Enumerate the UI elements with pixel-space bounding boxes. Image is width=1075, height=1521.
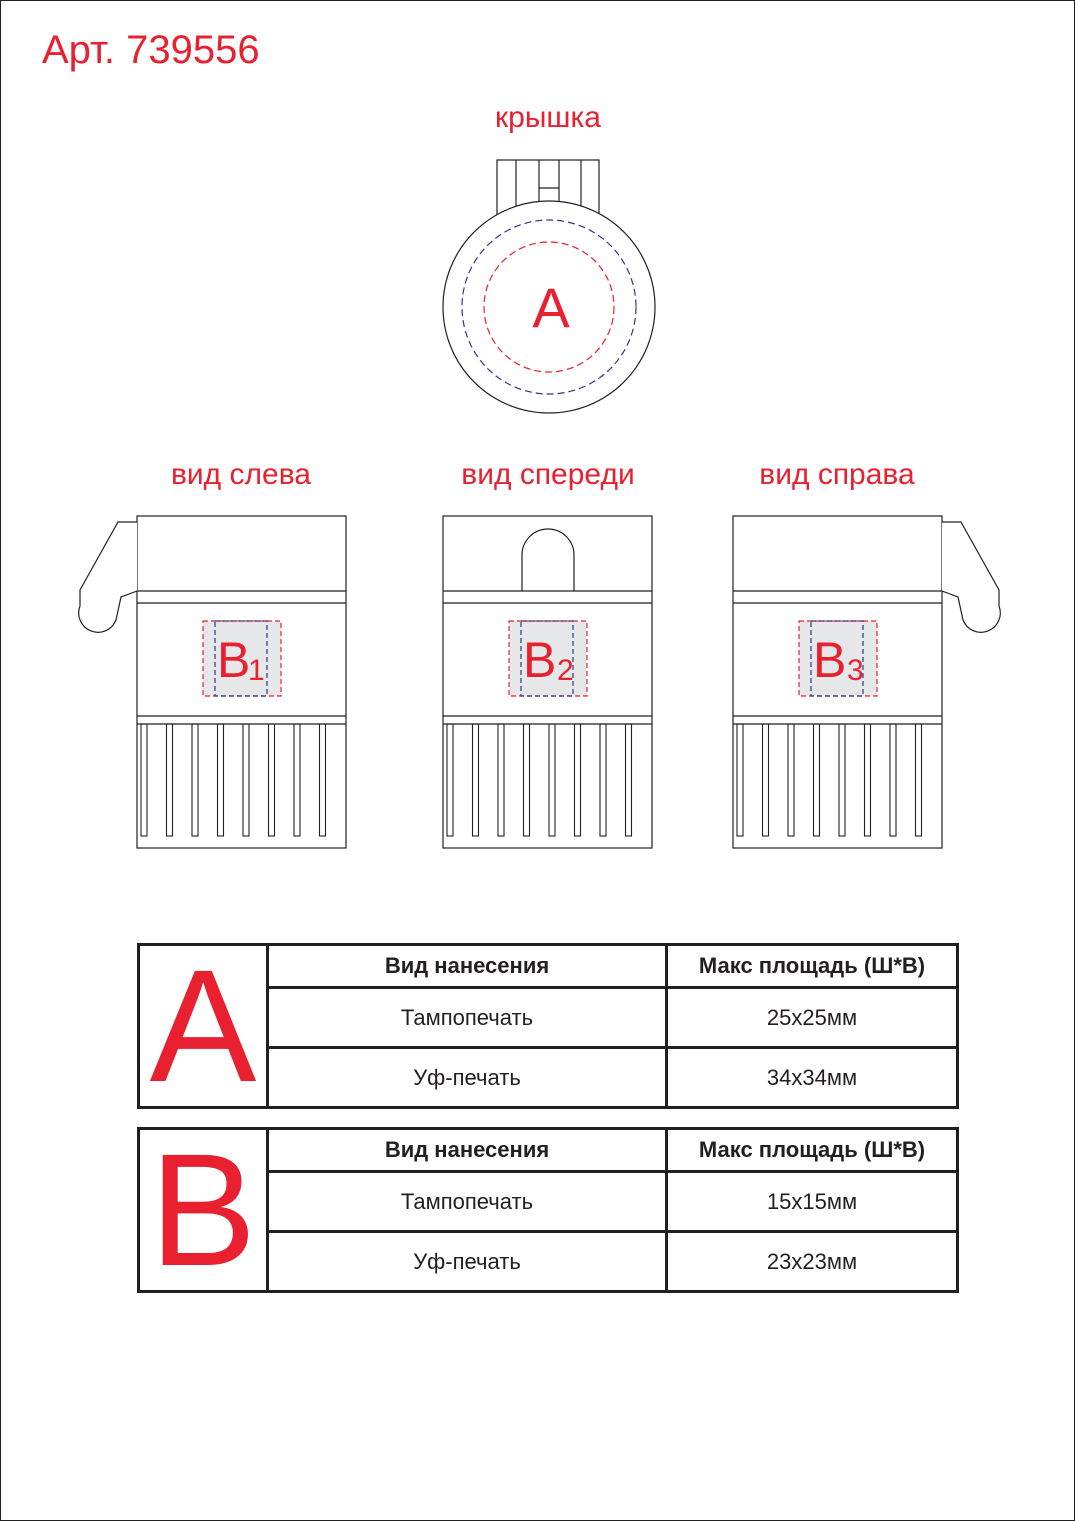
zone-b1-letter: B: [217, 632, 251, 688]
table-a-method-1: Тампопечать: [268, 988, 667, 1048]
zone-a-letter: A: [532, 276, 570, 339]
table-a-header-area: Макс площадь (Ш*В): [667, 945, 958, 988]
table-a-header-method: Вид нанесения: [268, 945, 667, 988]
table-a-area-2: 34х34мм: [667, 1048, 958, 1108]
zone-b2-letter: B: [523, 632, 557, 688]
article-title: Арт. 739556: [42, 28, 260, 72]
spec-table-a: [137, 936, 959, 1115]
label-right-view: вид справа: [759, 458, 915, 491]
zone-b2-index: 2: [557, 654, 574, 687]
table-a-letter: A: [139, 945, 268, 1108]
label-top-view: крышка: [495, 101, 601, 134]
table-b-method-1: Тампопечать: [268, 1172, 667, 1232]
table-b-header-method: Вид нанесения: [268, 1129, 667, 1172]
zone-b1-index: 1: [248, 654, 265, 687]
zone-b3-index: 3: [847, 654, 864, 687]
table-a-area-1: 25х25мм: [667, 988, 958, 1048]
label-front-view: вид спереди: [461, 458, 635, 491]
label-left-view: вид слева: [170, 458, 311, 491]
zone-b3-letter: B: [813, 632, 847, 688]
table-b-method-2: Уф-печать: [268, 1232, 667, 1292]
table-b-area-2: 23х23мм: [667, 1232, 958, 1292]
table-b-area-1: 15х15мм: [667, 1172, 958, 1232]
spec-table-b: [137, 1120, 959, 1299]
table-b-header-area: Макс площадь (Ш*В): [667, 1129, 958, 1172]
table-a-method-2: Уф-печать: [268, 1048, 667, 1108]
table-b-letter: B: [139, 1129, 268, 1292]
